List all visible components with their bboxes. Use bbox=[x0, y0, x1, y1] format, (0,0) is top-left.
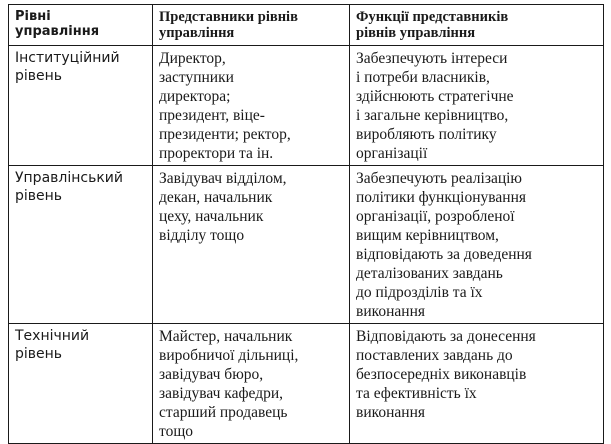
management-levels-table bbox=[8, 4, 604, 444]
header-representatives: Представники рівнів управління bbox=[153, 5, 350, 46]
representatives-cell: Майстер, начальник виробничої дільниці, завідувач бюро, завідувач кафедри, старший продавець тощо bbox=[153, 324, 350, 444]
table-header bbox=[9, 5, 604, 46]
table-row bbox=[9, 46, 604, 166]
representatives-cell: Завідувач відділом, декан, начальник цеху, начальник відділу тощо bbox=[153, 166, 350, 324]
table-body bbox=[9, 46, 604, 444]
table-row bbox=[9, 324, 604, 444]
functions-cell: Забезпечують інтереси і потреби власників, здійснюють стратегічне і загальне керівництво, виробляють політику організації bbox=[350, 46, 604, 166]
functions-cell: Забезпечують реалізацію політики функціонування організації, розробленої вищим керівництвом, відповідають за доведення деталізованих завдань до підрозділів та їх виконання bbox=[350, 166, 604, 324]
level-cell: Інституційний рівень bbox=[9, 46, 153, 166]
level-cell: Технічний рівень bbox=[9, 324, 153, 444]
header-levels: Рівні управління bbox=[9, 5, 153, 46]
functions-cell: Відповідають за донесення поставлених завдань до безпосередніх виконавців та ефективність їх виконання bbox=[350, 324, 604, 444]
representatives-cell: Директор, заступники директора; президент, віце- президенти; ректор, проректори та ін. bbox=[153, 46, 350, 166]
table-row bbox=[9, 166, 604, 324]
level-cell: Управлінський рівень bbox=[9, 166, 153, 324]
header-row bbox=[9, 5, 604, 46]
header-functions: Функції представників рівнів управління bbox=[350, 5, 604, 46]
